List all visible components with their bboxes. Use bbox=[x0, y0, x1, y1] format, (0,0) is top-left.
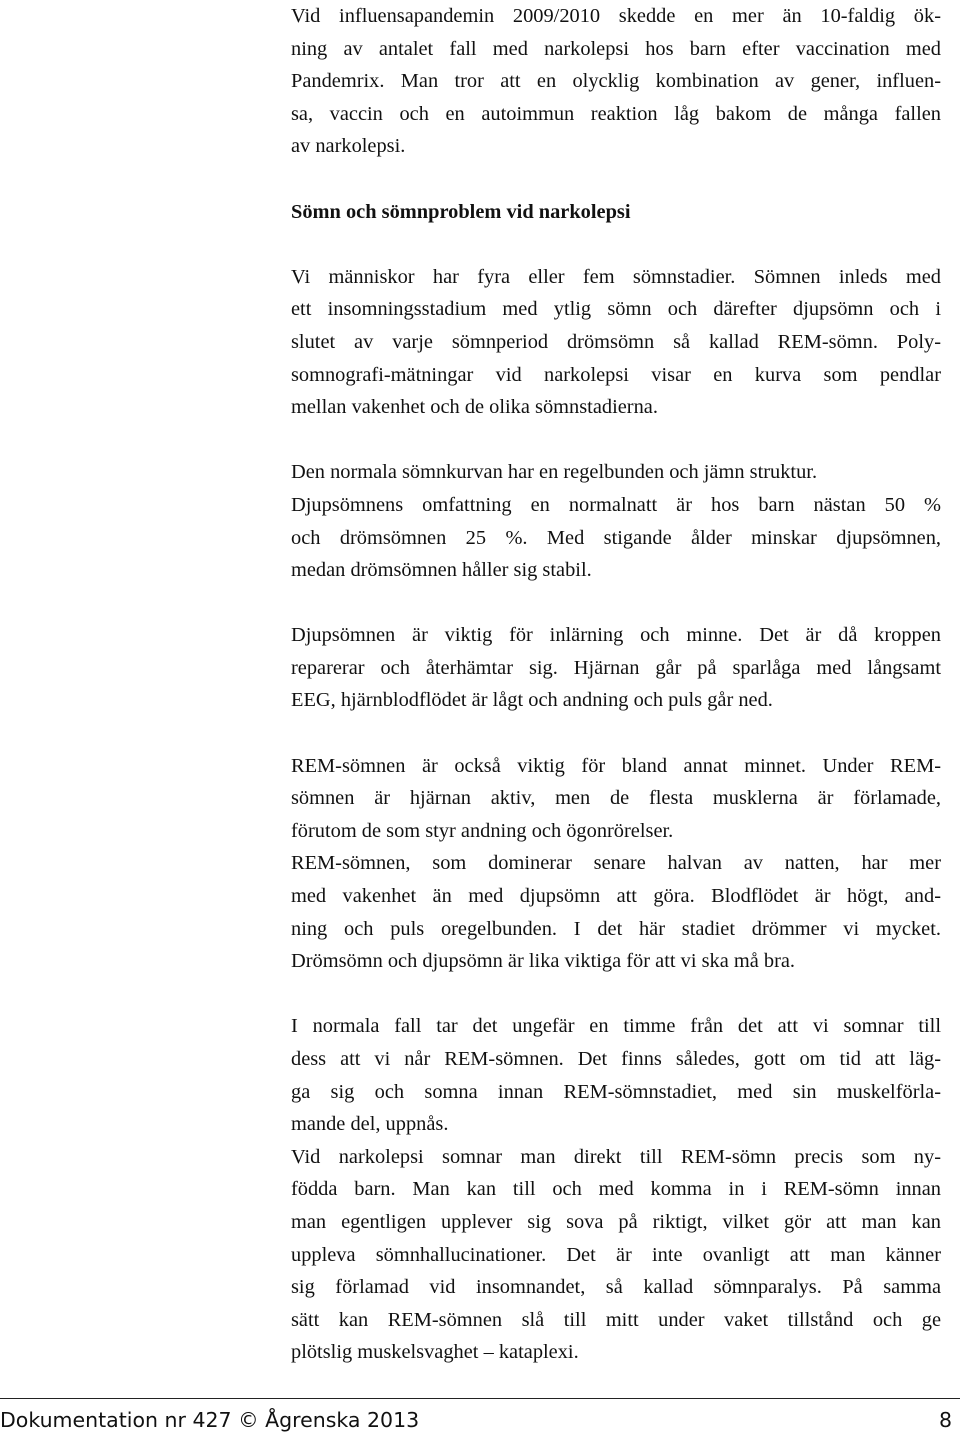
paragraph-gap bbox=[291, 978, 941, 1011]
text-line: sig förlamad vid insomnandet, så kallad sömnparalys. På samma bbox=[291, 1276, 941, 1299]
paragraph-influenza bbox=[291, 0, 941, 163]
text-line: Vid narkolepsi somnar man direkt till REM-sömn precis som ny- bbox=[291, 1145, 941, 1168]
paragraph-gap bbox=[291, 717, 941, 750]
text-line: födda barn. Man kan till och med komma in i REM-sömn innan bbox=[291, 1178, 941, 1201]
text-line: slutet av varje sömnperiod drömsömn så kallad REM-sömn. Poly- bbox=[291, 330, 941, 353]
text-line: somnografi-mätningar vid narkolepsi visar en kurva som pendlar bbox=[291, 363, 941, 386]
paragraph-rem-sleep bbox=[291, 750, 941, 978]
paragraph-gap bbox=[291, 163, 941, 196]
text-line: sömnen är hjärnan aktiv, men de flesta musklerna är förlamade, bbox=[291, 787, 941, 810]
text-line: förutom de som styr andning och ögonrörelser. bbox=[291, 819, 674, 842]
text-line: Den normala sömnkurvan har en regelbunden och jämn struktur. bbox=[291, 461, 818, 484]
text-line: man egentligen upplever sig sova på riktigt, vilket gör att man kan bbox=[291, 1210, 941, 1233]
paragraph-sleep-stages bbox=[291, 261, 941, 424]
footer-publication: Dokumentation nr 427 © Ågrenska 2013 bbox=[0, 1408, 420, 1432]
body-text bbox=[291, 0, 941, 1369]
text-line: ga sig och somna innan REM-sömnstadiet, med sin muskelförla- bbox=[291, 1080, 941, 1103]
text-line: Vi människor har fyra eller fem sömnstadier. Sömnen inleds med bbox=[291, 265, 941, 288]
text-line: mande del, uppnås. bbox=[291, 1113, 449, 1136]
text-line: och drömsömnen 25 %. Med stigande ålder minskar djupsömnen, bbox=[291, 526, 941, 549]
paragraph-gap bbox=[291, 228, 941, 261]
page-number: 8 bbox=[938, 1408, 952, 1432]
paragraph-normal-curve bbox=[291, 456, 941, 586]
text-line: ning av antalet fall med narkolepsi hos barn efter vaccination med bbox=[291, 37, 941, 60]
text-line: I normala fall tar det ungefär en timme från det att vi somnar till bbox=[291, 1015, 941, 1038]
text-line: Djupsömnens omfattning en normalnatt är hos barn nästan 50 % bbox=[291, 493, 941, 516]
section-heading: Sömn och sömnproblem vid narkolepsi bbox=[291, 200, 631, 223]
text-line: ett insomningsstadium med ytlig sömn och därefter djupsömn och i bbox=[291, 298, 941, 321]
text-line: mellan vakenhet och de olika sömnstadierna. bbox=[291, 396, 658, 419]
paragraph-narcolepsy-onset bbox=[291, 1010, 941, 1369]
text-line: sa, vaccin och en autoimmun reaktion låg bakom de många fallen bbox=[291, 102, 941, 125]
footer-divider bbox=[0, 1398, 960, 1399]
text-line: uppleva sömnhallucinationer. Det är inte ovanligt att man känner bbox=[291, 1243, 941, 1266]
text-line: av narkolepsi. bbox=[291, 135, 406, 158]
text-line: plötslig muskelsvaghet – kataplexi. bbox=[291, 1341, 579, 1364]
text-line: EEG, hjärnblodflödet är lågt och andning och puls går ned. bbox=[291, 689, 773, 712]
text-line: reparerar och återhämtar sig. Hjärnan går på sparlåga med långsamt bbox=[291, 656, 941, 679]
text-line: Djupsömnen är viktig för inlärning och minne. Det är då kroppen bbox=[291, 624, 941, 647]
text-line: ning och puls oregelbunden. I det här stadiet drömmer vi mycket. bbox=[291, 917, 941, 940]
text-line: Drömsömn och djupsömn är lika viktiga för att vi ska må bra. bbox=[291, 950, 796, 973]
paragraph-gap bbox=[291, 587, 941, 620]
text-line: Pandemrix. Man tror att en olycklig kombination av gener, influen- bbox=[291, 70, 941, 93]
paragraph-gap bbox=[291, 424, 941, 457]
text-line: medan drömsömnen håller sig stabil. bbox=[291, 559, 592, 582]
text-line: Vid influensapandemin 2009/2010 skedde en mer än 10-faldig ök- bbox=[291, 5, 941, 27]
text-line: REM-sömnen är också viktig för bland annat minnet. Under REM- bbox=[291, 754, 941, 777]
text-line: dess att vi når REM-sömnen. Det finns således, gott om tid att läg- bbox=[291, 1048, 941, 1070]
text-line: REM-sömnen, som dominerar senare halvan av natten, har mer bbox=[291, 852, 941, 875]
text-line: med vakenhet än med djupsömn att göra. Blodflödet är högt, and- bbox=[291, 885, 941, 908]
paragraph-deep-sleep bbox=[291, 619, 941, 717]
text-line: sätt kan REM-sömnen slå till mitt under vaket tillstånd och ge bbox=[291, 1308, 941, 1331]
